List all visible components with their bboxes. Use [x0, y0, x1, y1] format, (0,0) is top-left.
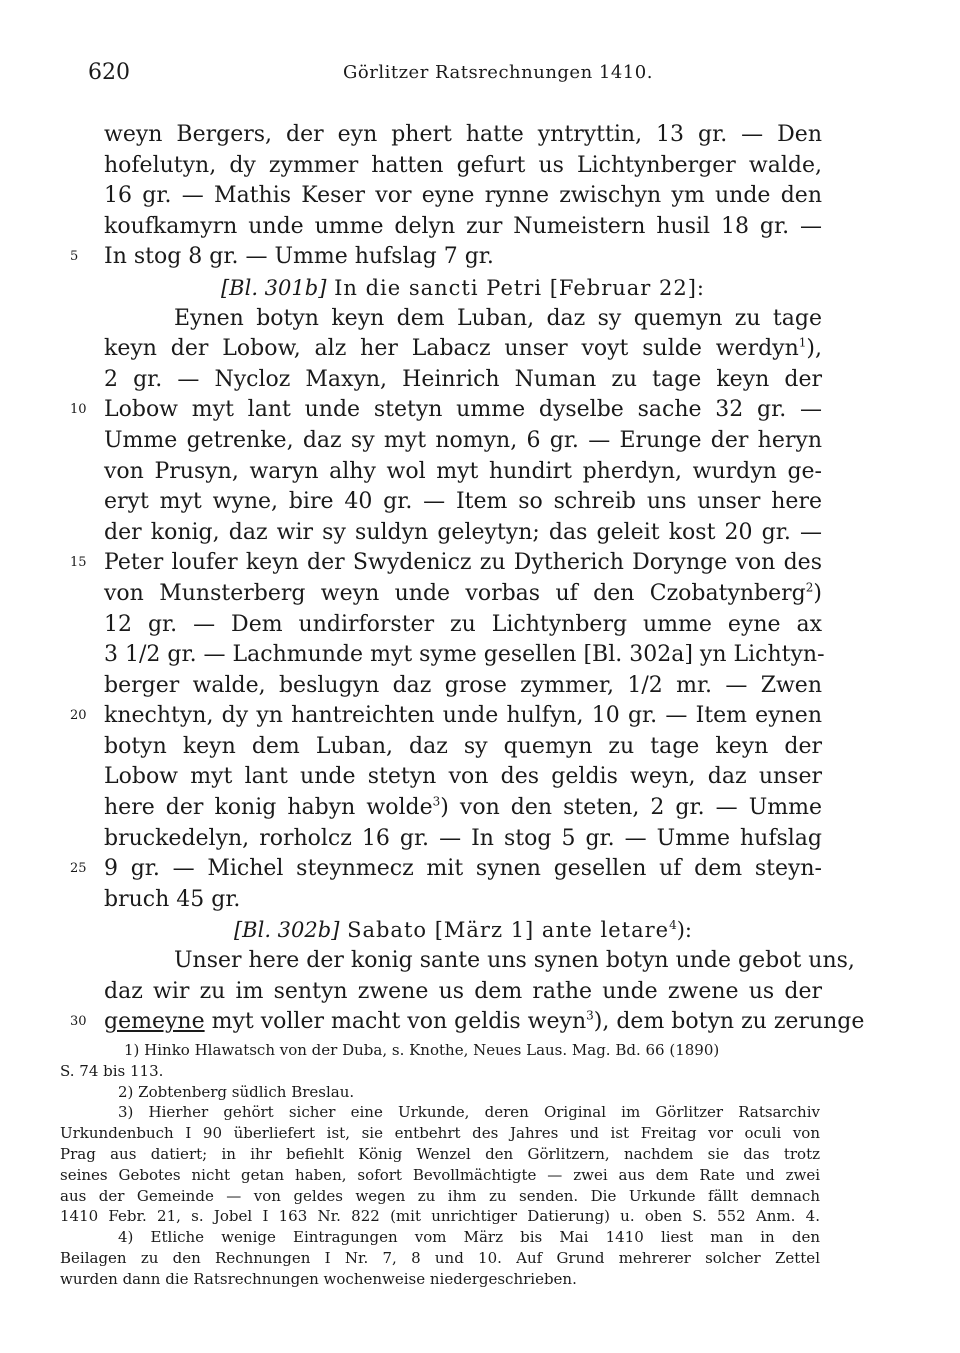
text-line	[104, 518, 822, 549]
footnote-line	[60, 1040, 820, 1061]
line-text: bruckedelyn, rorholcz 16 gr. — In stog 5 gr. — Umme hufslag	[104, 825, 822, 851]
section-heading	[104, 273, 822, 304]
text-line	[104, 334, 822, 365]
footnote-text: 4) Etliche wenige Eintragungen vom März bis Mai 1410 liest man in den	[118, 1228, 820, 1247]
footnote-mark: 2	[805, 580, 814, 595]
text-line	[104, 487, 822, 518]
text-line	[104, 671, 822, 702]
text-line	[104, 304, 822, 335]
footnote-mark: 4	[669, 918, 677, 933]
line-text: von Prusyn, waryn alhy wol myt hundirt pherdyn, wurdyn ge-	[104, 458, 822, 484]
line-number: 30	[70, 1014, 87, 1030]
text-line	[70, 701, 822, 732]
text-line	[70, 395, 822, 426]
text-line	[104, 426, 822, 457]
text-line	[104, 793, 822, 824]
line-text: gemeyne myt voller macht von geldis weyn$^3$), dem botyn zu zerunge	[104, 1008, 865, 1035]
line-number: 15	[70, 555, 87, 571]
section-heading	[104, 915, 822, 946]
footnote-line	[60, 1269, 820, 1290]
footnote-text: 1) Hinko Hlawatsch von der Duba, s. Knothe, Neues Laus. Mag. Bd. 66 (1890)	[124, 1041, 720, 1059]
text-line	[70, 242, 822, 273]
footnote-line	[60, 1082, 820, 1103]
footnote-line	[60, 1102, 820, 1123]
footnote-text: 3) Hierher gehört sicher eine Urkunde, deren Original im Görlitzer Ratsarchiv	[118, 1103, 820, 1122]
line-text: Umme getrenke, daz sy myt nomyn, 6 gr. — Erunge der heryn	[104, 427, 822, 453]
text-line	[104, 151, 822, 182]
line-number: 25	[70, 861, 87, 877]
line-text: koufkamyrn unde umme delyn zur Numeistern husil 18 gr. —	[104, 213, 822, 239]
footnote-line	[60, 1227, 820, 1248]
text-line	[104, 579, 822, 610]
folio-reference: [Bl. 301b]	[220, 275, 327, 300]
footnote-text: Urkundenbuch I 90 überliefert ist, sie entbehrt des Jahres und ist Freitag vor oculi von	[60, 1124, 820, 1143]
footnotes	[60, 1040, 820, 1290]
footnote-line	[60, 1061, 820, 1082]
text-line	[104, 977, 822, 1008]
text-line	[104, 824, 822, 855]
line-text: here der konig habyn wolde$^3$) von den steten, 2 gr. — Umme	[104, 794, 822, 821]
footnote-text: S. 74 bis 113.	[60, 1061, 164, 1080]
footnote-text: wurden dann die Ratsrechnungen wochenweise niedergeschrieben.	[60, 1269, 577, 1288]
line-text: keyn der Lobow, alz her Labacz unser voyt sulde werdyn$^1$),	[104, 335, 822, 362]
line-text: Eynen botyn keyn dem Luban, daz sy quemyn zu tage	[174, 305, 822, 331]
heading-text: Sabato [März 1] ante letare	[339, 918, 670, 943]
footnote-line	[60, 1206, 820, 1227]
line-text: berger walde, beslugyn daz grose zymmer, 1/2 mr. — Zwen	[104, 672, 822, 698]
line-text: botyn keyn dem Luban, daz sy quemyn zu tage keyn der	[104, 733, 822, 759]
text-line	[104, 212, 822, 243]
underlined-word: gemeyne	[104, 1009, 205, 1035]
footnote-line	[60, 1123, 820, 1144]
text-line	[70, 1007, 865, 1038]
footnote-text: Prag aus datiert; in ihr befiehlt König Wenzel den Görlitzern, nachdem sie das trotz	[60, 1144, 820, 1163]
footnote-mark: 1	[798, 335, 807, 350]
footnote-line	[60, 1186, 820, 1207]
page-header	[88, 60, 868, 90]
line-text: Unser here der konig sante uns synen botyn unde gebot uns,	[174, 948, 855, 974]
text-line	[104, 732, 822, 763]
line-text: 12 gr. — Dem undirforster zu Lichtynberg umme eyne ax	[104, 611, 822, 637]
line-text: der konig, daz wir sy suldyn geleytyn; das geleit kost 20 gr. —	[104, 519, 822, 545]
line-text: Lobow myt lant unde stetyn von des geldis weyn, daz unser	[104, 764, 822, 790]
text-line	[104, 885, 822, 916]
page-number: 620	[88, 60, 130, 85]
line-text: eryt myt wyne, bire 40 gr. — Item so schreib uns unser here	[104, 489, 822, 515]
text-line	[104, 946, 855, 977]
line-text: von Munsterberg weyn unde vorbas uf den Czobatynberg$^2$)	[104, 580, 822, 606]
line-text: Lobow myt lant unde stetyn umme dyselbe sache 32 gr. —	[104, 397, 822, 423]
line-text: 2 gr. — Nycloz Maxyn, Heinrich Numan zu tage keyn der	[104, 366, 822, 392]
line-text: In stog 8 gr. — Umme hufslag 7 gr.	[104, 244, 494, 270]
running-title: Görlitzer Ratsrechnungen 1410.	[343, 62, 653, 83]
text-line	[104, 181, 822, 212]
footnote-line	[60, 1248, 820, 1269]
text-line	[104, 457, 822, 488]
footnote-line	[60, 1165, 820, 1186]
text-line	[104, 120, 822, 151]
line-text: Peter loufer keyn der Swydenicz zu Dytherich Dorynge von des	[104, 550, 822, 576]
text-line	[70, 548, 822, 579]
folio-reference: [Bl. 302b]	[233, 918, 340, 943]
line-text: knechtyn, dy yn hantreichten unde hulfyn, 10 gr. — Item eynen	[104, 703, 822, 729]
footnote-text: aus der Gemeinde — von geldes wegen zu ihm zu senden. Die Urkunde fällt demnach	[60, 1186, 820, 1205]
line-text: weyn Bergers, der eyn phert hatte yntryttin, 13 gr. — Den	[104, 122, 822, 147]
footnote-mark: 3	[432, 794, 441, 809]
footnote-text: 2) Zobtenberg südlich Breslau.	[118, 1082, 355, 1101]
footnote-line	[60, 1144, 820, 1165]
line-text: 9 gr. — Michel steynmecz mit synen gesellen uf dem steyn-	[104, 856, 822, 882]
heading-suffix: ):	[676, 918, 693, 943]
footnote-text: Beilagen zu den Rechnungen I Nr. 7, 8 und 10. Auf Grund mehrerer solcher Zettel	[60, 1248, 820, 1267]
text-line	[104, 640, 825, 671]
line-number: 20	[70, 708, 87, 724]
heading-text: In die sancti Petri [Februar 22]:	[326, 275, 706, 300]
line-text: 16 gr. — Mathis Keser vor eyne rynne zwischyn ym unde den	[104, 183, 822, 209]
footnote-text: 1410 Febr. 21, s. Jobel I 163 Nr. 822 (mit unrichtiger Datierung) u. oben S. 552 Anm. 4.	[60, 1207, 820, 1226]
line-text: hofelutyn, dy zymmer hatten gefurt us Lichtynberger walde,	[104, 152, 822, 178]
text-line	[104, 762, 822, 793]
line-text: 3 1/2 gr. — Lachmunde myt syme gesellen [Bl. 302a] yn Lichtyn-	[104, 642, 825, 668]
line-text: daz wir zu im sentyn zwene us dem rathe unde zwene us der	[104, 978, 822, 1004]
footnote-mark: 3	[586, 1008, 594, 1023]
line-text: bruch 45 gr.	[104, 886, 241, 912]
line-number: 10	[70, 402, 87, 418]
footnote-text: seines Gebotes nicht getan haben, sofort Bevollmächtigte — zwei aus dem Rate und zwei	[60, 1165, 820, 1184]
text-line	[70, 854, 822, 885]
line-number: 5	[70, 249, 79, 265]
text-line	[104, 610, 822, 641]
main-text	[70, 120, 865, 1038]
text-line	[104, 365, 822, 396]
